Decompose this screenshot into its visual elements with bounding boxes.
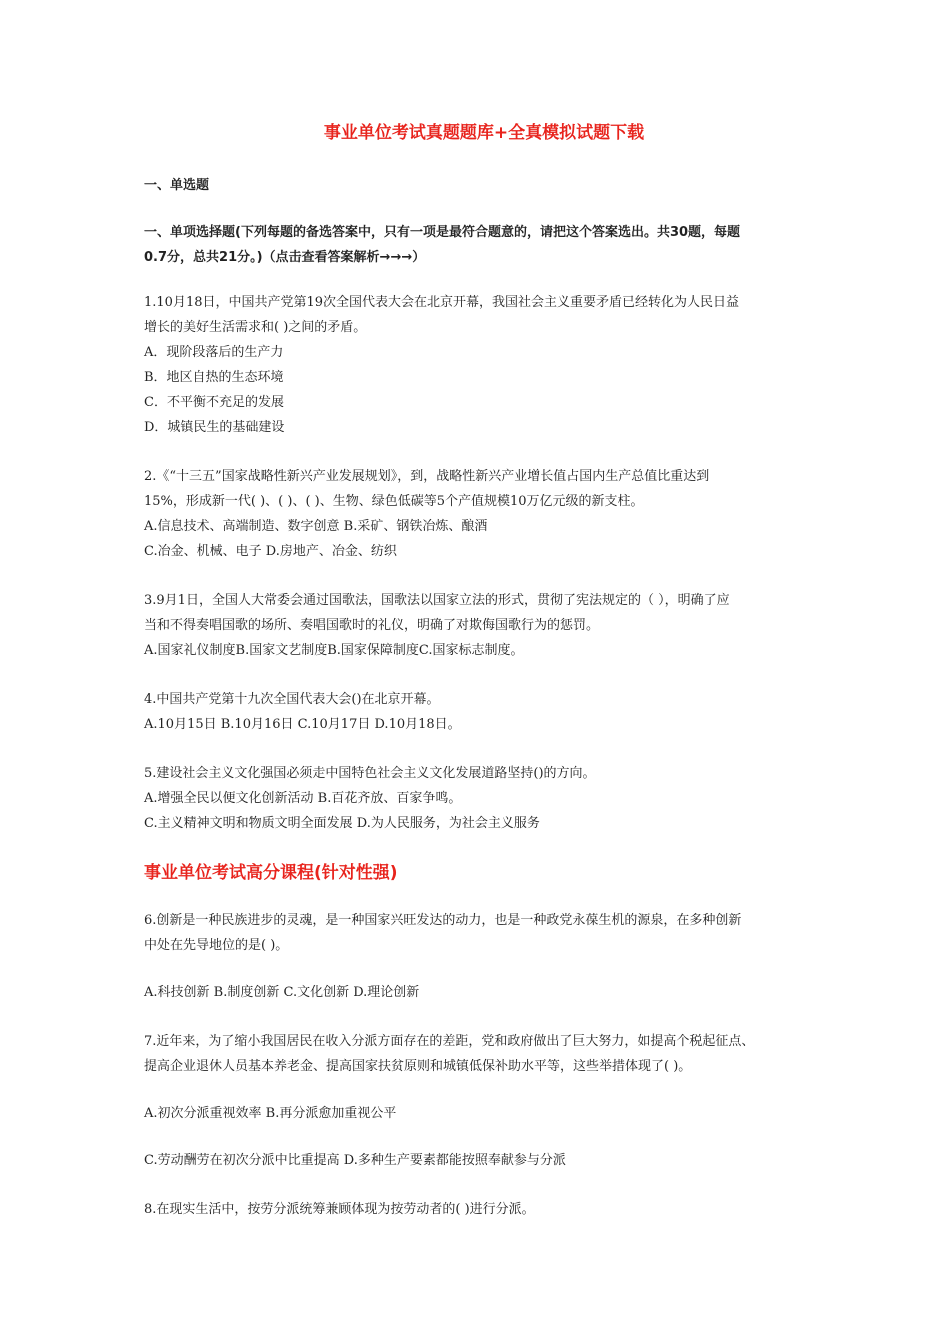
question-line: B．地区自热的生态环境 [144,370,284,385]
question-item [144,761,824,836]
answer-analysis-link[interactable]: 0.7分，总共21分。)（点击查看答案解析→→→） [144,250,426,265]
question-stem: 6.创新是一种民族进步的灵魂，是一种国家兴旺发达的动力，也是一种政党永葆生机的源泉，在多种创新 [144,913,742,928]
spacer [144,1126,824,1148]
question-item [144,588,824,663]
question-line: C.劳动酬劳在初次分派中比重提高 D.多种生产要素都能按照奉献参与分派 [144,1153,566,1168]
question-line: A．现阶段落后的生产力 [144,345,284,360]
question-item [144,290,824,440]
question-line: A.10月15日 B.10月16日 C.10月17日 D.10月18日。 [144,717,461,732]
instructions [144,220,824,270]
question-item [144,464,824,564]
spacer [144,958,824,980]
document-title: 事业单位考试真题题库+全真模拟试题下载 [323,123,645,143]
question-stem: 5.建设社会主义文化强国必须走中国特色社会主义文化发展道路坚持()的方向。 [144,766,596,781]
question-line: C.冶金、机械、电子 D.房地产、冶金、纺织 [144,544,397,559]
question-item [144,1029,824,1173]
question-item [144,1197,824,1222]
question-line: C.主义精神文明和物质文明全面发展 D.为人民服务，为社会主义服务 [144,816,540,831]
question-stem: 2.《“十三五”国家战略性新兴产业发展规划》，到，战略性新兴产业增长值占国内生产总值比重达到 [144,469,710,484]
section-heading: 一、单选题 [144,178,210,193]
question-list-part-2 [144,908,824,1222]
question-stem: 8.在现实生活中，按劳分派统筹兼顾体现为按劳动者的( )进行分派。 [144,1202,535,1217]
question-line: D．城镇民生的基础建设 [144,420,285,435]
question-line: A.初次分派重视效率 B.再分派愈加重视公平 [144,1106,397,1121]
question-line: 15%，形成新一代( )、( )、( )、生物、绿色低碳等5个产值规模10万亿元级的新支柱。 [144,494,644,509]
instruction-line: 一、单项选择题(下列每题的备选答案中，只有一项是最符合题意的，请把这个答案选出。共30题，每题 [144,225,741,240]
question-stem: 4.中国共产党第十九次全国代表大会()在北京开幕。 [144,692,440,707]
question-line: 提高企业退休人员基本养老金、提高国家扶贫原则和城镇低保补助水平等，这些举措体现了( )。 [144,1059,692,1074]
question-line: 当和不得奏唱国歌的场所、奏唱国歌时的礼仪，明确了对欺侮国歌行为的惩罚。 [144,618,600,633]
document-page [144,120,824,1246]
question-item [144,908,824,1005]
question-stem: 3.9月1日，全国人大常委会通过国歌法，国歌法以国家立法的形式，贯彻了宪法规定的（ ），明确了应 [144,593,730,608]
question-line: A.科技创新 B.制度创新 C.文化创新 D.理论创新 [144,985,420,1000]
question-line: 中处在先导地位的是( )。 [144,938,289,953]
question-list-part-1 [144,290,824,836]
question-line: 增长的美好生活需求和( )之间的矛盾。 [144,320,367,335]
question-line: A.增强全民以便文化创新活动 B.百花齐放、百家争鸣。 [144,791,462,806]
question-line: A.信息技术、高端制造、数字创意 B.采矿、钢铁冶炼、酿酒 [144,519,488,534]
question-item [144,687,824,737]
spacer [144,1079,824,1101]
question-stem: 1.10月18日，中国共产党第19次全国代表大会在北京开幕，我国社会主义重要矛盾已经转化为人民日益 [144,295,740,310]
question-line: C．不平衡不充足的发展 [144,395,284,410]
question-stem: 7.近年来，为了缩小我国居民在收入分派方面存在的差距，党和政府做出了巨大努力，如提高个税起征点、 [144,1034,755,1049]
question-line: A.国家礼仪制度B.国家文艺制度B.国家保障制度C.国家标志制度。 [144,643,524,658]
promo-course-link[interactable]: 事业单位考试高分课程(针对性强) [144,863,398,883]
